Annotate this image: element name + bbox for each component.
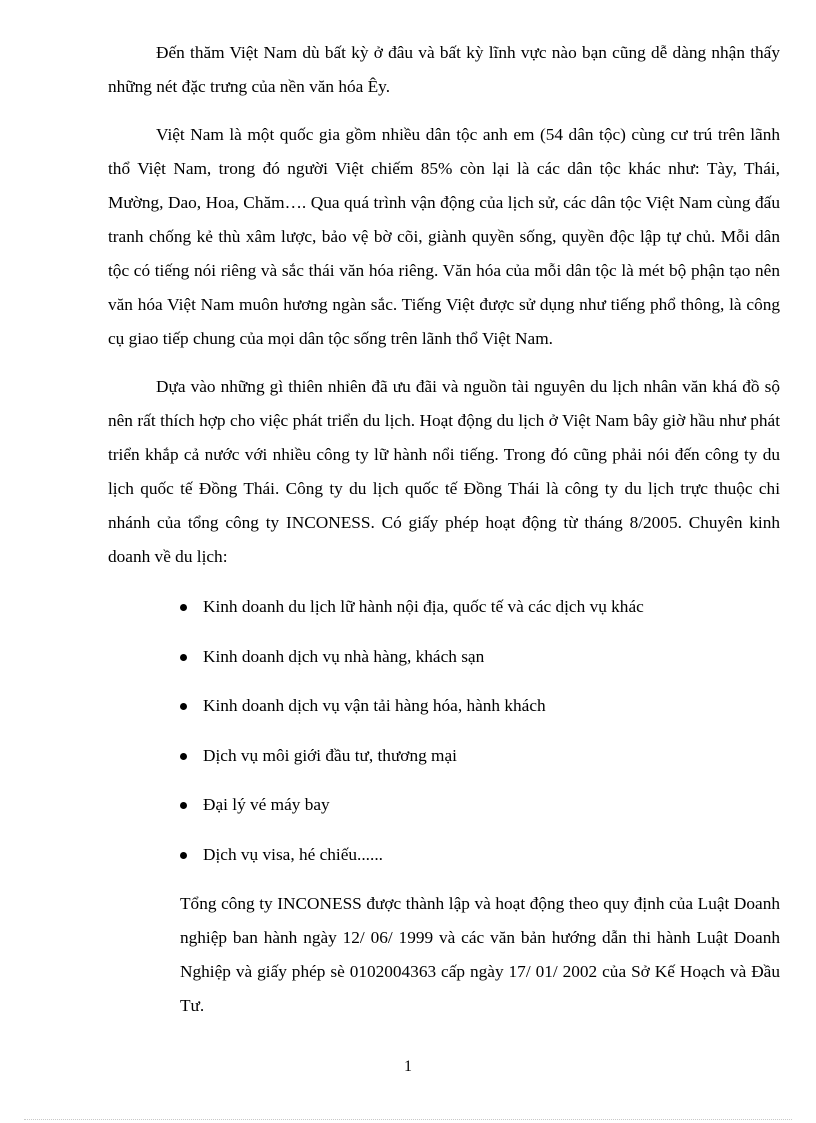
list-item <box>108 689 780 723</box>
list-item-text: Dịch vụ môi giới đầu tư, thương mại <box>203 745 457 765</box>
document-page <box>108 36 780 1023</box>
page-edge-divider <box>24 1119 792 1120</box>
paragraph-tourism: Dựa vào những gì thiên nhiên đã ưu đãi và nguồn tài nguyên du lịch nhân văn khá đồ sộ nên rất thích hợp cho việc phát triển du lịch. Hoạt động du lịch ở Việt Nam bây giờ hầu như phát triển khắp cả nước với nhiều công ty lữ hành nổi tiếng. Trong đó cũng phải nói đến công ty du lịch quốc tế Đồng Thái. Công ty du lịch quốc tế Đồng Thái là công ty du lịch trực thuộc chi nhánh của tổng công ty INCONESS. Có giấy phép hoạt động từ tháng 8/2005. Chuyên kinh doanh về du lịch: <box>108 377 780 566</box>
list-item-text: Đại lý vé máy bay <box>203 795 330 814</box>
bullet-icon <box>180 604 187 611</box>
list-item <box>108 788 780 822</box>
paragraph-ethnic-groups: Việt Nam là một quốc gia gồm nhiều dân tộc anh em (54 dân tộc) cùng cư trú trên lãnh thổ Việt Nam, trong đó người Việt chiếm 85% còn lại là các dân tộc khác như: Tày, Thái, Mường, Dao, Hoa, Chăm…. Qua quá trình vận động của lịch sử, các dân tộc Việt Nam cùng đấu tranh chống kẻ thù xâm lược, bảo vệ bờ cõi, giành quyền sống, quyền độc lập tự chủ. Mỗi dân tộc có tiếng nói riêng và sắc thái văn hóa riêng. Văn hóa của mỗi dân tộc là mét bộ phận tạo nên văn hóa Việt Nam muôn hương ngàn sắc. Tiếng Việt được sử dụng như tiếng phổ thông, là công cụ giao tiếp chung của mọi dân tộc sống trên lãnh thổ Việt Nam. <box>108 125 780 348</box>
bullet-icon <box>180 802 187 809</box>
bullet-icon <box>180 654 187 661</box>
bullet-icon <box>180 852 187 859</box>
page-number: 1 <box>404 1058 412 1075</box>
paragraph-intro: Đến thăm Việt Nam dù bất kỳ ở đâu và bất kỳ lĩnh vực nào bạn cũng dễ dàng nhận thấy những nét đặc trưng của nền văn hóa Êy. <box>108 43 780 96</box>
bullet-icon <box>180 753 187 760</box>
bullet-icon <box>180 703 187 710</box>
business-list <box>108 590 780 872</box>
list-item-text: Kinh doanh dịch vụ nhà hàng, khách sạn <box>203 646 485 666</box>
list-item <box>108 739 780 773</box>
list-item-text: Kinh doanh du lịch lữ hành nội địa, quốc tế và các dịch vụ khác <box>203 597 644 616</box>
list-item <box>108 590 780 624</box>
list-item <box>108 640 780 674</box>
paragraph-company-registration: Tổng công ty INCONESS được thành lập và hoạt động theo quy định của Luật Doanh nghiệp ban hành ngày 12/ 06/ 1999 và các văn bản hướng dẫn thi hành Luật Doanh Nghiệp và giấy phép sè 0102004363 cấp ngày 17/ 01/ 2002 của Sở Kế Hoạch và Đầu Tư. <box>180 894 780 1015</box>
list-item-text: Kinh doanh dịch vụ vận tải hàng hóa, hành khách <box>203 696 546 715</box>
list-item-text: Dịch vụ visa, hé chiếu...... <box>203 844 383 864</box>
list-item <box>108 838 780 872</box>
